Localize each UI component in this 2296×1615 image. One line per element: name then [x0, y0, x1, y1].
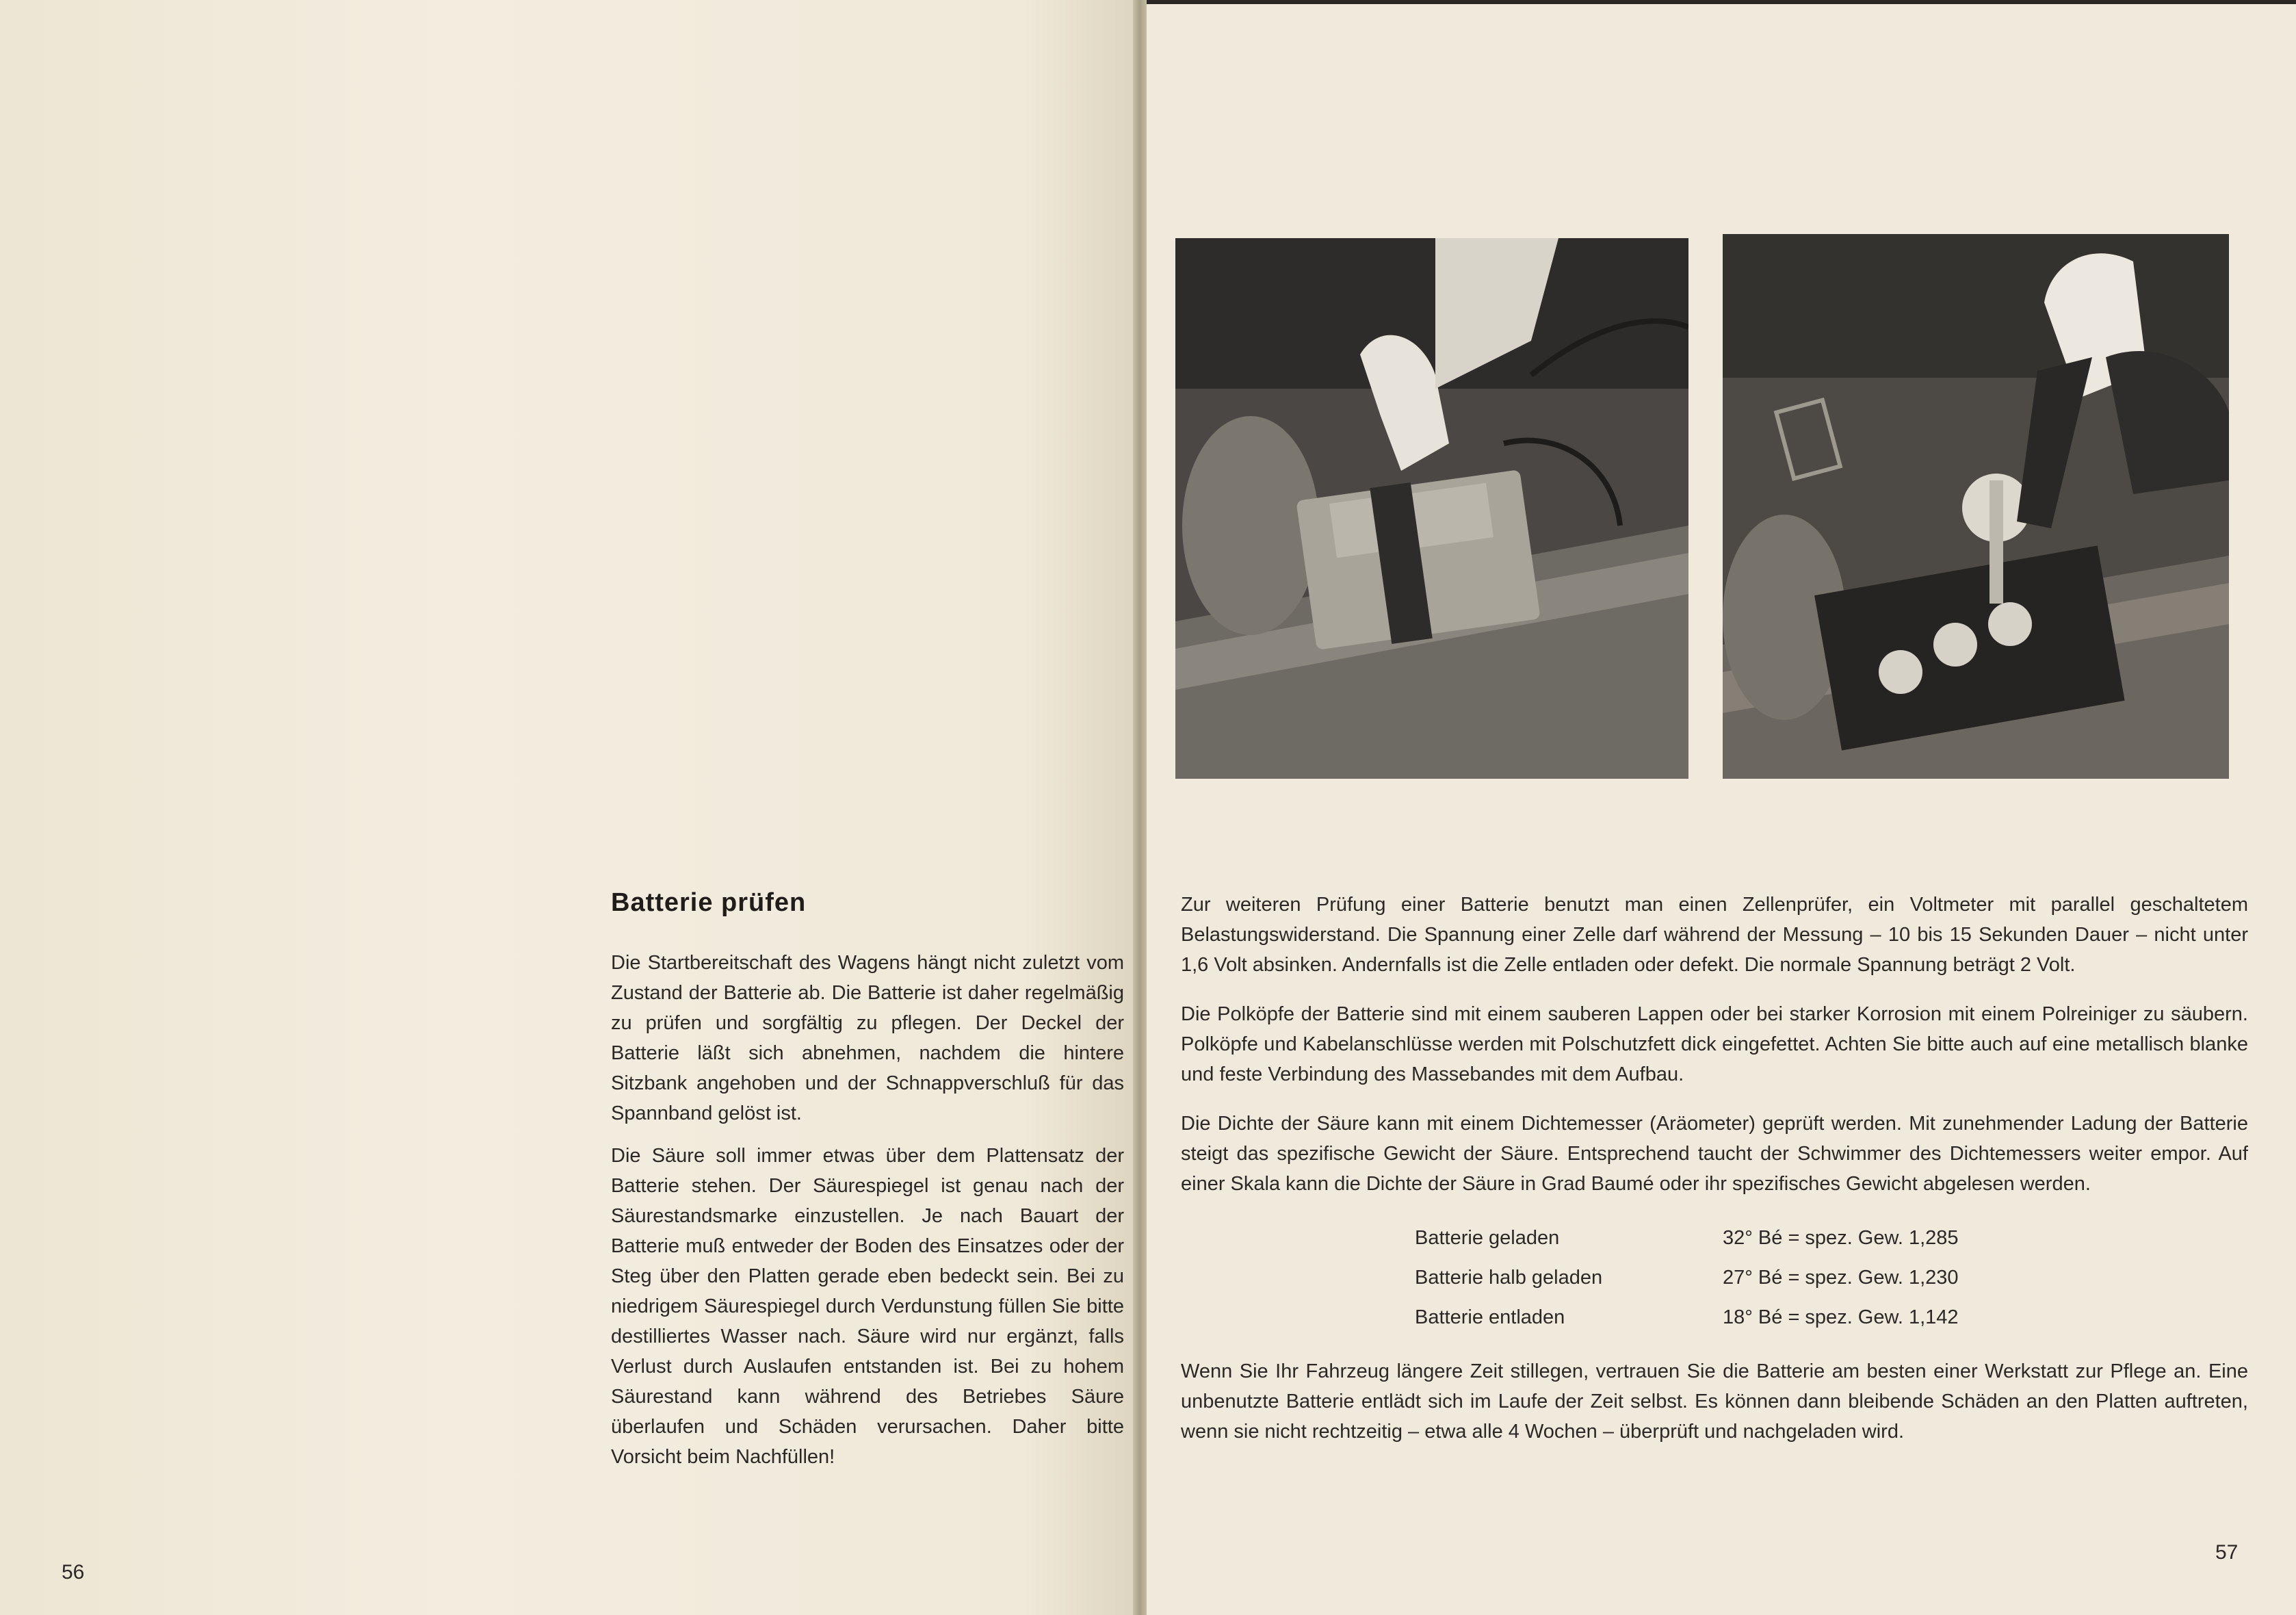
table-row — [1415, 1218, 1959, 1258]
photo-battery-cover — [1175, 238, 1688, 779]
closing-paragraph: Wenn Sie Ihr Fahrzeug längere Zeit stillegen, vertrauen Sie die Batterie am besten einer Werkstatt zur Pflege an. Eine unbenutzte Batterie entlädt sich im Laufe der Zeit selbst. Es können dann bleibende Schäden an den Platten auftreten, wenn sie nicht rechtzeitig – etwa alle 4 Wochen – überprüft und nachgeladen wird. — [1181, 1360, 2248, 1443]
photo-cell-tester — [1723, 234, 2229, 779]
density-value: 32° Bé = spez. Gew. 1,285 — [1723, 1227, 1959, 1249]
density-value: 27° Bé = spez. Gew. 1,230 — [1723, 1267, 1959, 1289]
battery-state: Batterie entladen — [1415, 1306, 1565, 1328]
battery-state: Batterie halb geladen — [1415, 1267, 1603, 1289]
table-row — [1415, 1258, 1959, 1297]
acid-density-table — [1415, 1218, 1959, 1337]
section-heading: Batterie prüfen — [611, 888, 807, 917]
table-row — [1415, 1297, 1959, 1337]
book-gutter — [1133, 0, 1147, 1615]
left-paragraph: Die Startbereitschaft des Wagens hängt nicht zuletzt vom Zustand der Batterie ab. Die Batterie ist daher regelmäßig zu prüfen und sorgfältig zu pflegen. Der Deckel der Batterie läßt sich abnehmen, nachdem die hintere Sitzbank angehoben und der Schnappverschluß für das Spannband gelöst ist. — [611, 952, 1124, 1124]
page-number-right: 57 — [2215, 1541, 2239, 1564]
right-paragraph: Die Dichte der Säure kann mit einem Dichtemesser (Aräometer) geprüft werden. Mit zunehmender Ladung der Batterie steigt das spezifische Gewicht der Säure. Entsprechend taucht der Schwimmer des Dichtemessers weiter empor. Auf einer Skala kann die Dichte der Säure in Grad Baumé oder ihr spezifisches Gewicht abgelesen werden. — [1181, 1113, 2248, 1195]
left-body-text — [611, 948, 1124, 1484]
page-number-left: 56 — [62, 1561, 85, 1584]
right-paragraph: Die Polköpfe der Batterie sind mit einem sauberen Lappen oder bei starker Korrosion mit einem Polreiniger zu säubern. Polköpfe und Kabelanschlüsse werden mit Polschutzfett dick eingefettet. Achten Sie bitte auch auf eine metallisch blanke und feste Verbindung des Massebandes mit dem Aufbau. — [1181, 1003, 2248, 1085]
left-page — [0, 0, 1136, 1615]
left-paragraph: Die Säure soll immer etwas über dem Plattensatz der Batterie stehen. Der Säurespiegel ist genau nach der Säurestandsmarke einzustellen. Je nach Bauart der Batterie muß entweder der Boden des Einsatzes oder der Steg über den Platten gerade eben bedeckt sein. Bei zu niedrigem Säurespiegel durch Verdunstung füllen Sie bitte destilliertes Wasser nach. Säure wird nur ergänzt, falls Verlust durch Auslaufen entstanden ist. Bei zu hohem Säurestand kann während des Betriebes Säure überlaufen und Schäden verursachen. Daher bitte Vorsicht beim Nachfüllen! — [611, 1145, 1124, 1468]
density-value: 18° Bé = spez. Gew. 1,142 — [1723, 1306, 1959, 1328]
right-paragraph: Zur weiteren Prüfung einer Batterie benutzt man einen Zellenprüfer, ein Voltmeter mit parallel geschaltetem Belastungswiderstand. Die Spannung einer Zelle darf während der Messung – 10 bis 15 Sekunden Dauer – nicht unter 1,6 Volt absinken. Andernfalls ist die Zelle entladen oder defekt. Die normale Spannung beträgt 2 Volt. — [1181, 894, 2248, 976]
right-body-text — [1181, 890, 2248, 1466]
battery-state: Batterie geladen — [1415, 1227, 1560, 1249]
